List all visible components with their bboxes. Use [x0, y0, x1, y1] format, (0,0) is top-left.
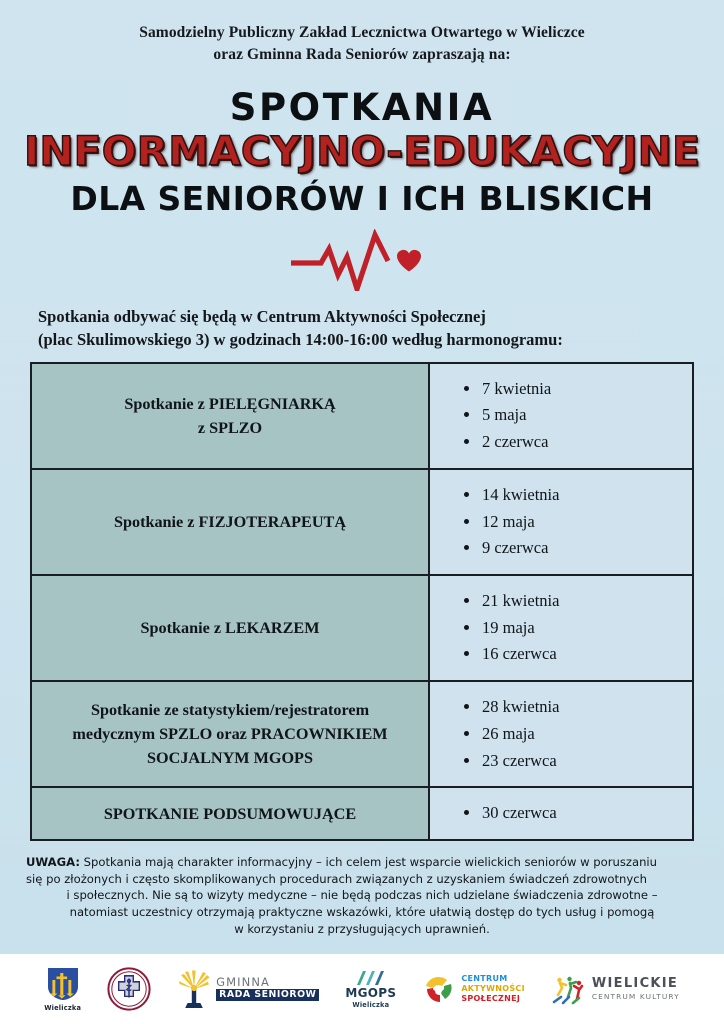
shield-icon [46, 966, 80, 1002]
topic-line: z SPLZO [197, 418, 263, 437]
people-circle-icon [422, 974, 456, 1004]
date-list [464, 588, 692, 668]
topic-cell [31, 575, 429, 681]
intro-line-2: (plac Skulimowskiego 3) w godzinach 14:00-16:00 według harmonogramu: [38, 330, 563, 350]
invitation-line-2: oraz Gminna Rada Seniorów zapraszają na: [213, 46, 511, 64]
list-item: 21 kwietnia [464, 588, 692, 615]
topic-cell [31, 787, 429, 840]
list-item: 2 czerwca [464, 429, 692, 456]
note-line-3: i społecznych. Nie są to wizyty medyczne – nie będą podczas nich udzielane świadczenia zdrowotne – [66, 888, 658, 903]
wieliczka-coat-of-arms-logo [44, 966, 81, 1012]
wielickie-centrum-kultury-text [592, 977, 680, 1001]
note-line-5: w korzystaniu z przysługujących uprawnień. [234, 921, 490, 936]
date-list [464, 376, 692, 456]
note-text [26, 854, 698, 937]
intro-text [38, 305, 724, 352]
topic-line: Spotkanie ze statystykiem/rejestratorem [90, 700, 370, 719]
topic-line: Spotkanie z FIZJOTERAPEUTĄ [113, 512, 347, 531]
list-item: 16 czerwca [464, 641, 692, 668]
heartbeat-graphic [0, 229, 724, 291]
note-line-2: się po złożonych i często skomplikowanych procedurach związanych z uzyskaniem świadczeń zdrowotnych [26, 871, 647, 886]
centrum-aktywnosci-spolecznej-logo [422, 974, 525, 1004]
date-list [464, 694, 692, 774]
topic-line: Spotkanie z LEKARZEM [140, 618, 320, 637]
table-row [31, 363, 693, 469]
list-item: 7 kwietnia [464, 376, 692, 403]
schedule-table [30, 362, 694, 841]
dates-cell [429, 681, 693, 787]
list-item: 23 czerwca [464, 748, 692, 775]
wielickie-centrum-kultury-logo [551, 973, 680, 1005]
logo-strip [0, 954, 724, 1024]
list-item: 28 kwietnia [464, 694, 692, 721]
heartbeat-ecg-icon [287, 229, 437, 291]
intro-line-1: Spotkania odbywać się będą w Centrum Aktywności Społecznej [38, 306, 486, 326]
table-row [31, 575, 693, 681]
table-row [31, 681, 693, 787]
topic-line: SPOTKANIE PODSUMOWUJĄCE [103, 804, 357, 823]
mgops-mark-icon [353, 969, 389, 987]
date-list [464, 800, 692, 827]
list-item: 14 kwietnia [464, 482, 692, 509]
wieliczka-logo-caption: Wieliczka [44, 1004, 82, 1012]
list-item: 9 czerwca [464, 535, 692, 562]
wck-line-1: WIELICKIE [591, 976, 679, 991]
note-line-4: natomiast uczestnicy otrzymają praktyczne wskazówki, które ułatwią dostęp do tych usług i pomogą [69, 905, 655, 920]
poster-title-block [0, 85, 724, 218]
table-row [31, 469, 693, 575]
list-item: 5 maja [464, 402, 692, 429]
cas-line-3: SPOŁECZNEJ [461, 993, 521, 1003]
spzlo-seal-logo [107, 967, 151, 1011]
page-subtitle: DLA SENIORÓW I ICH BLISKICH [70, 178, 654, 218]
dates-cell [429, 787, 693, 840]
list-item: 19 maja [464, 615, 692, 642]
invitation-header [0, 0, 724, 67]
gminna-rada-seniorow-logo [177, 969, 319, 1009]
wck-line-2: CENTRUM KULTURY [591, 992, 680, 1001]
note-line-1-text: Spotkania mają charakter informacyjny – ich celem jest wsparcie wielickich seniorów w poruszaniu [80, 855, 657, 870]
list-item: 30 czerwca [464, 800, 692, 827]
dates-cell [429, 363, 693, 469]
note-line-1 [26, 854, 698, 871]
mgops-sub: Wieliczka [352, 1001, 390, 1009]
topic-line: Spotkanie z PIELĘGNIARKĄ [124, 394, 336, 413]
mgops-logo [345, 969, 396, 1009]
dancing-figures-icon [551, 973, 587, 1005]
mgops-name: MGOPS [345, 986, 397, 1000]
gminna-line-2: RADA SENIORÓW [216, 989, 319, 1001]
list-item: 12 maja [464, 509, 692, 536]
topic-cell [31, 681, 429, 787]
table-row [31, 787, 693, 840]
topic-line: SOCJALNYM MGOPS [147, 749, 313, 768]
date-list [464, 482, 692, 562]
invitation-line-1: Samodzielny Publiczny Zakład Lecznictwa Otwartego w Wieliczce [139, 24, 585, 41]
dates-cell [429, 469, 693, 575]
gminna-line-1: GMINNA [216, 974, 271, 989]
schedule-table-body [31, 363, 693, 840]
topic-line: medycznym SPZLO oraz PRACOWNIKIEM [72, 725, 388, 744]
note-label: UWAGA: [26, 855, 80, 870]
gminna-rada-seniorow-text [216, 974, 319, 1002]
cas-line-1: CENTRUM [461, 974, 508, 984]
topic-cell [31, 363, 429, 469]
cas-line-2: AKTYWNOŚCI [461, 984, 525, 994]
page-title: SPOTKANIA [229, 85, 495, 129]
medical-seal-icon [107, 967, 151, 1011]
centrum-aktywnosci-text [461, 974, 525, 1003]
tree-icon [177, 969, 211, 1009]
page-title-accent: INFORMACYJNO-EDUKACYJNE [23, 128, 701, 175]
list-item: 26 maja [464, 721, 692, 748]
topic-cell [31, 469, 429, 575]
dates-cell [429, 575, 693, 681]
